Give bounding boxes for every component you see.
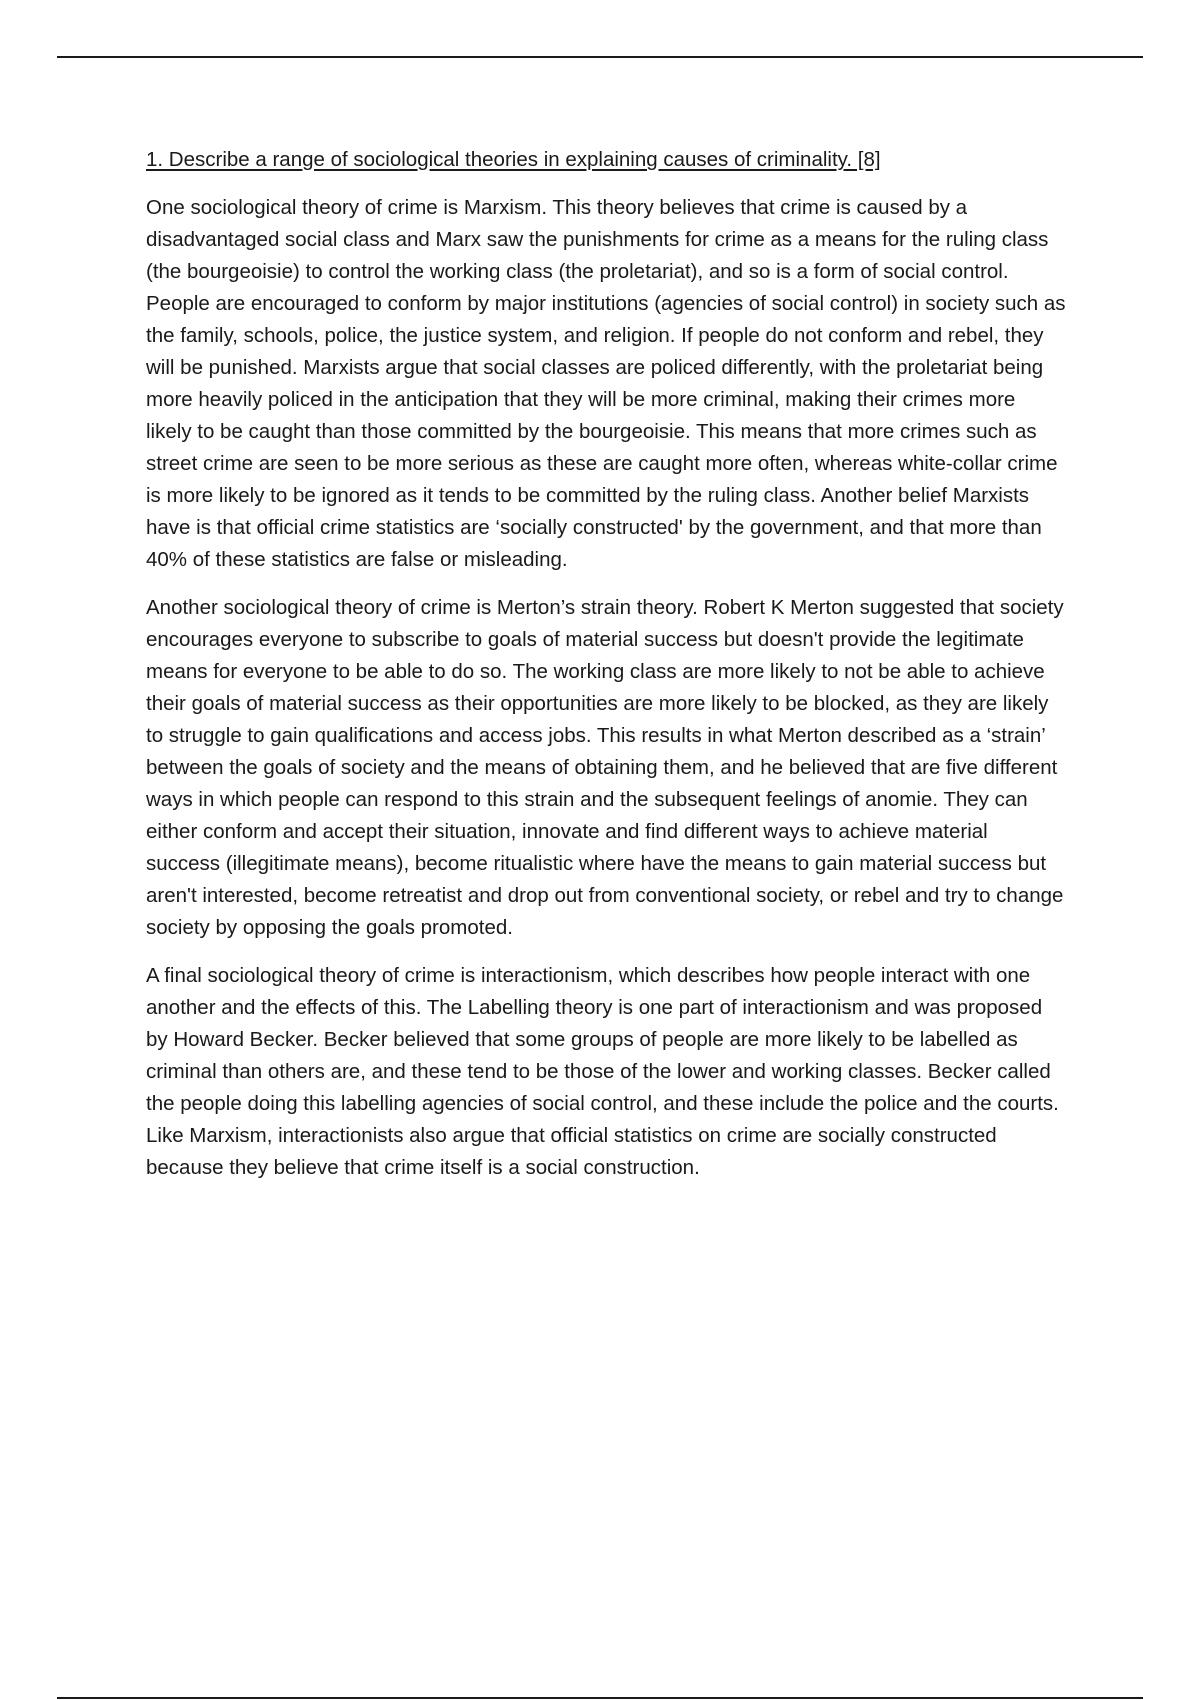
paragraph-marxism: One sociological theory of crime is Marxism. This theory believes that crime is caused by a disadvantaged social class and Marx saw the punishments for crime as a means for the ruling class (the bourgeoisie) to control the working class (the proletariat), and so is a form of social control. People are encouraged to conform by major institutions (agencies of social control) in society such as the family, schools, police, the justice system, and religion. If people do not conform and rebel, they will be punished. Marxists argue that social classes are policed differently, with the proletariat being more heavily policed in the anticipation that they will be more criminal, making their crimes more likely to be caught than those committed by the bourgeoisie. This means that more crimes such as street crime are seen to be more serious as these are caught more often, whereas white-collar crime is more likely to be ignored as it tends to be committed by the ruling class. Another belief Marxists have is that official crime statistics are ‘socially constructed' by the government, and that more than 40% of these statistics are false or misleading. (146, 196, 1066, 571)
paragraph-strain-theory: Another sociological theory of crime is Merton’s strain theory. Robert K Merton suggested that society encourages everyone to subscribe to goals of material success but doesn't provide the legitimate means for everyone to be able to do so. The working class are more likely to not be able to achieve their goals of material success as their opportunities are more likely to be blocked, as they are likely to struggle to gain qualifications and access jobs. This results in what Merton described as a ‘strain’ between the goals of society and the means of obtaining them, and he believed that are five different ways in which people can respond to this strain and the subsequent feelings of anomie. They can either conform and accept their situation, innovate and find different ways to achieve material success (illegitimate means), become ritualistic where have the means to gain material success but aren't interested, become retreatist and drop out from conventional society, or rebel and try to change society by opposing the goals promoted. (146, 596, 1064, 939)
question-heading: 1. Describe a range of sociological theories in explaining causes of criminality. [8] (146, 148, 881, 171)
document-body (146, 144, 1066, 1200)
header-rule (57, 56, 1143, 58)
paragraph-interactionism: A final sociological theory of crime is interactionism, which describes how people interact with one another and the effects of this. The Labelling theory is one part of interactionism and was proposed by Howard Becker. Becker believed that some groups of people are more likely to be labelled as criminal than others are, and these tend to be those of the lower and working classes. Becker called the people doing this labelling agencies of social control, and these include the police and the courts. Like Marxism, interactionists also argue that official statistics on crime are socially constructed because they believe that crime itself is a social construction. (146, 964, 1059, 1179)
footer-rule (57, 1697, 1143, 1699)
